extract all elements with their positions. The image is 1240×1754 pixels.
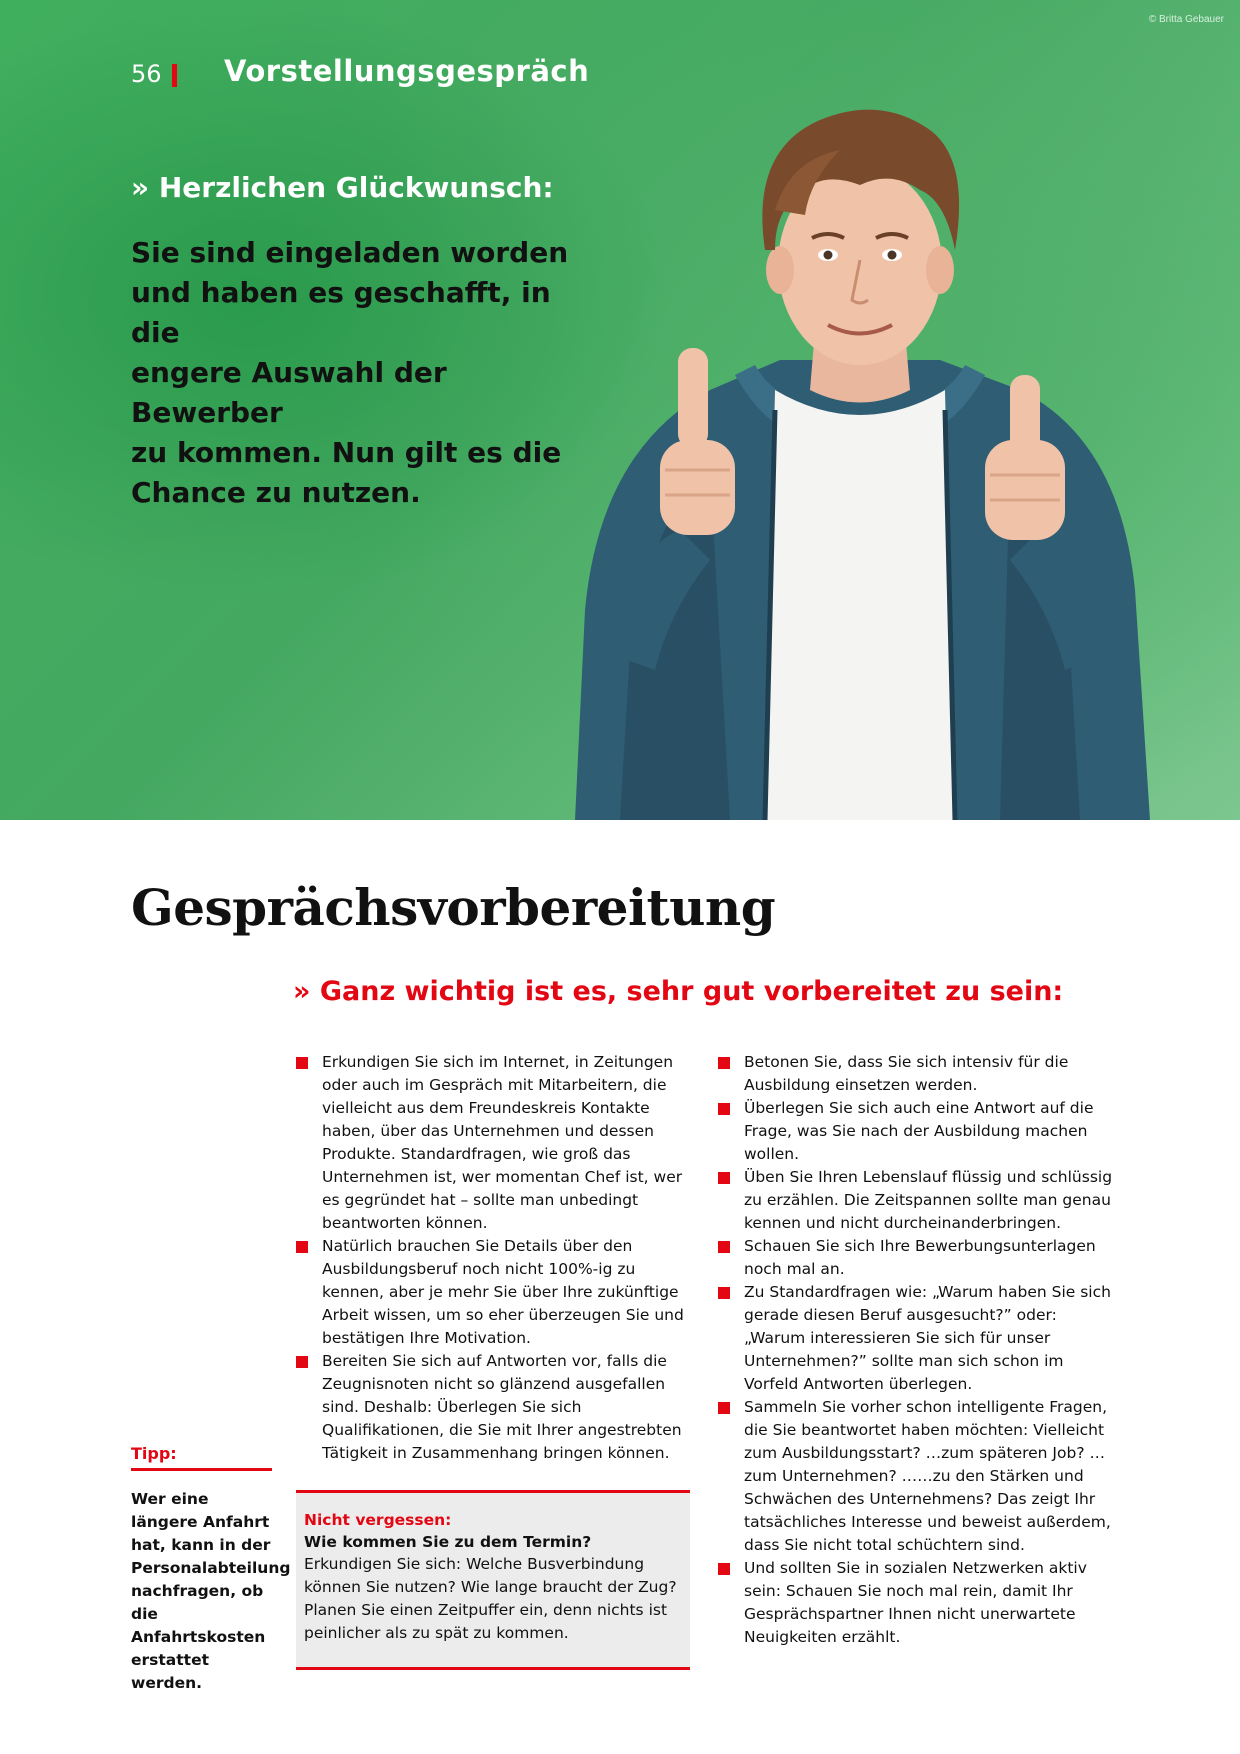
list-item: Betonen Sie, dass Sie sich intensiv für die Ausbildung einsetzen werden. bbox=[718, 1051, 1118, 1097]
thumbs-up-person-photo bbox=[560, 90, 1160, 820]
intro-line: engere Auswahl der Bewerber bbox=[131, 356, 447, 429]
page-number: 56 bbox=[131, 60, 162, 88]
sub-heading: » Ganz wichtig ist es, sehr gut vorbereitet zu sein: bbox=[293, 976, 1064, 1007]
section-title: Vorstellungsgespräch bbox=[224, 54, 590, 88]
checklist-column-right bbox=[718, 1051, 1118, 1649]
list-item: Sammeln Sie vorher schon intelligente Fragen, die Sie beantwortet haben möchten: Vielleicht zum Ausbildungsstart? …zum späteren Job? …zum Unternehmen? ……zu den Stärken und Schwächen des Unternehmens? Das zeigt Ihr tatsächliches Interesse und beweist außerdem, dass Sie nicht total schüchtern sind. bbox=[718, 1396, 1118, 1557]
intro-line: und haben es geschafft, in die bbox=[131, 276, 551, 349]
congrats-heading: » Herzlichen Glückwunsch: bbox=[131, 171, 554, 204]
list-item: Überlegen Sie sich auch eine Antwort auf die Frage, was Sie nach der Ausbildung machen wollen. bbox=[718, 1097, 1118, 1166]
reminder-box bbox=[296, 1490, 690, 1670]
tip-text: Wer eine längere Anfahrt hat, kann in der Personalabteilung nachfragen, ob die Anfahrtskosten erstattet werden. bbox=[131, 1490, 291, 1692]
tip-divider bbox=[131, 1468, 272, 1471]
intro-line: Sie sind eingeladen worden bbox=[131, 236, 569, 269]
list-item: Üben Sie Ihren Lebenslauf flüssig und schlüssig zu erzählen. Die Zeitspannen sollte man genau kennen und nicht durcheinanderbringen. bbox=[718, 1166, 1118, 1235]
list-item: Zu Standardfragen wie: „Warum haben Sie sich gerade diesen Beruf ausgesucht?” oder: „Warum interessieren Sie sich für unser Unternehmen?” sollte man sich schon im Vorfeld Antworten überlegen. bbox=[718, 1281, 1118, 1396]
reminder-label: Nicht vergessen: bbox=[304, 1511, 452, 1529]
list-item: Bereiten Sie sich auf Antworten vor, falls die Zeugnisnoten nicht so glänzend ausgefallen sind. Deshalb: Überlegen Sie sich Qualifikationen, die Sie mit Ihrer angestrebten Tätigkeit in Zusammenhang bringen können. bbox=[296, 1350, 690, 1465]
reminder-question: Wie kommen Sie zu dem Termin? bbox=[304, 1533, 592, 1551]
list-item: Natürlich brauchen Sie Details über den Ausbildungsberuf noch nicht 100%-ig zu kennen, aber je mehr Sie über Ihre zukünftige Arbeit wissen, um so eher überzeugen Sie und bestätigen Ihre Motivation. bbox=[296, 1235, 690, 1350]
page-number-divider bbox=[172, 64, 177, 87]
intro-text bbox=[131, 233, 601, 513]
photo-copyright: © Britta Gebauer bbox=[1148, 14, 1224, 25]
tip-label: Tipp: bbox=[131, 1444, 177, 1463]
intro-line: zu kommen. Nun gilt es die bbox=[131, 436, 562, 469]
list-item: Schauen Sie sich Ihre Bewerbungsunterlagen noch mal an. bbox=[718, 1235, 1118, 1281]
reminder-text: Erkundigen Sie sich: Welche Busverbindung können Sie nutzen? Wie lange braucht der Zug? Planen Sie einen Zeitpuffer ein, denn nichts ist peinlicher als zu spät zu kommen. bbox=[304, 1555, 677, 1642]
hero-banner bbox=[0, 0, 1240, 820]
main-heading: Gesprächsvorbereitung bbox=[131, 878, 776, 937]
intro-line: Chance zu nutzen. bbox=[131, 476, 421, 509]
checklist-column-left bbox=[296, 1051, 690, 1465]
list-item: Und sollten Sie in sozialen Netzwerken aktiv sein: Schauen Sie noch mal rein, damit Ihr Gesprächspartner Ihnen nicht unerwartete Neuigkeiten erzählt. bbox=[718, 1557, 1118, 1649]
list-item: Erkundigen Sie sich im Internet, in Zeitungen oder auch im Gespräch mit Mitarbeitern, die vielleicht aus dem Freundeskreis Kontakte haben, über das Unternehmen und dessen Produkte. Standardfragen, wie groß das Unternehmen ist, wer momentan Chef ist, wer es gegründet hat – sollte man unbedingt beantworten können. bbox=[296, 1051, 690, 1235]
